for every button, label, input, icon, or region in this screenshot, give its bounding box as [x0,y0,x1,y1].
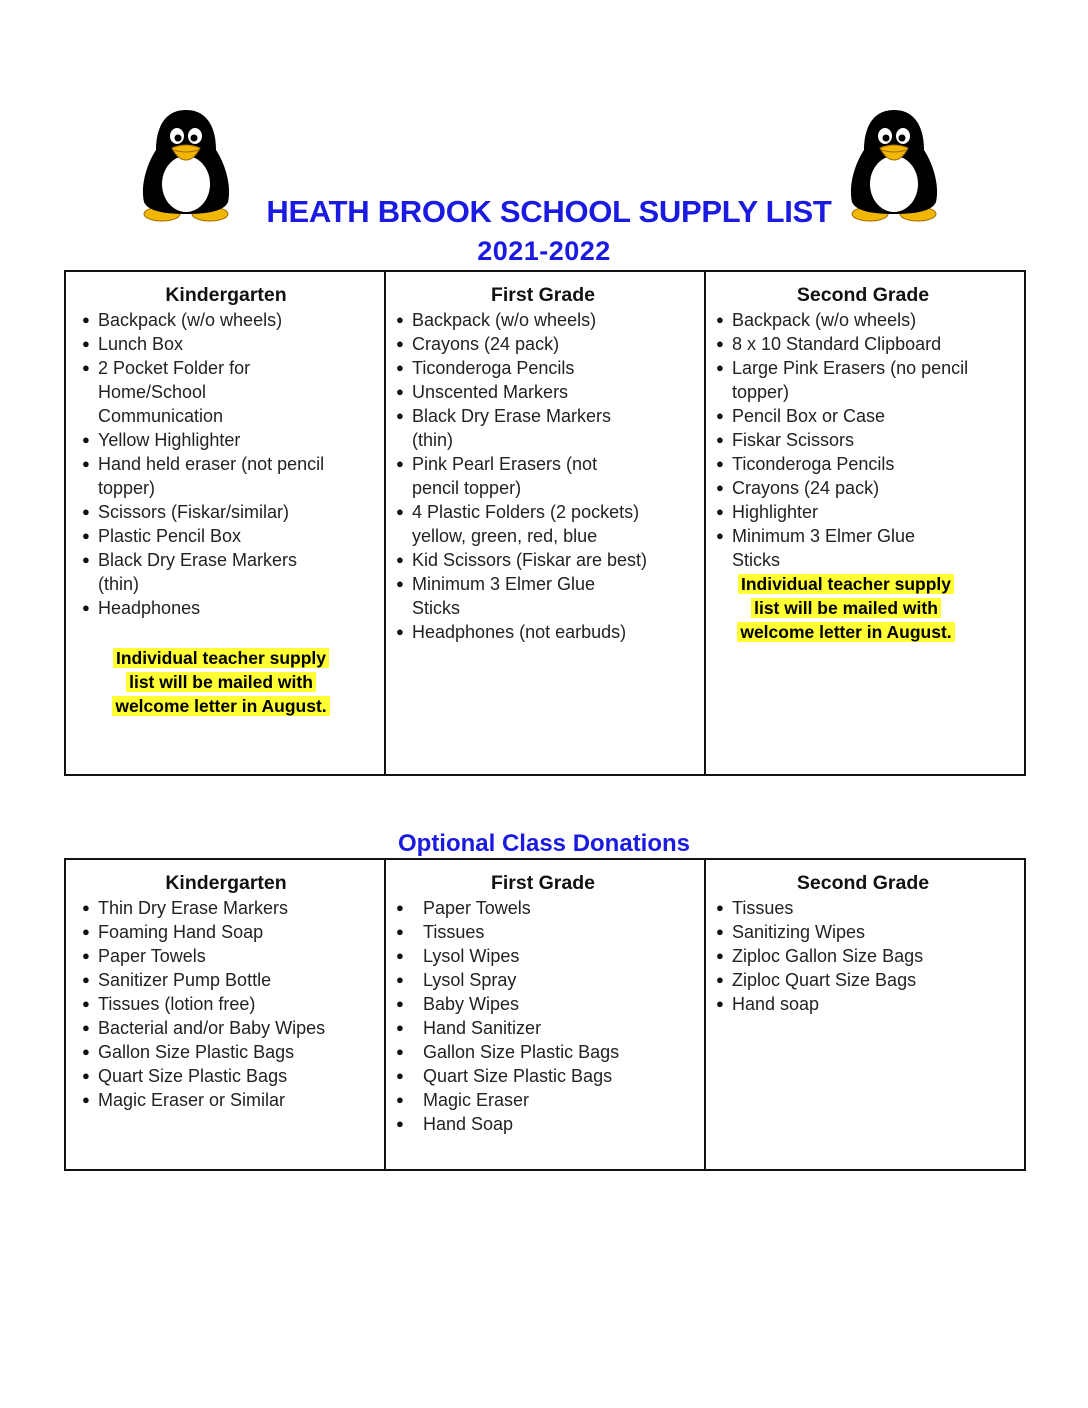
list-item: ● Hand held eraser (not pencil topper) [82,452,370,500]
list-item: ● Headphones [82,596,370,620]
second-grade-donations-cell [705,859,1025,1170]
donation-items [716,896,1010,1016]
list-item: ● Backpack (w/o wheels) [716,308,1010,332]
list-item: ● Sanitizer Pump Bottle [82,968,370,992]
list-item: ● Ziploc Gallon Size Bags [716,944,1010,968]
teacher-supply-note [716,572,1010,644]
list-item: ● Paper Towels [82,944,370,968]
list-item: ● Hand Sanitizer [396,1016,690,1040]
list-item: ● Ticonderoga Pencils [716,452,1010,476]
first-grade-donations-cell [385,859,705,1170]
note-line: welcome letter in August. [737,622,954,642]
column-heading: Second Grade [796,872,930,894]
page-title: HEATH BROOK SCHOOL SUPPLY LIST [266,194,832,229]
list-item: ● Magic Eraser or Similar [82,1088,370,1112]
list-item: ● Black Dry Erase Markers (thin) [82,548,370,596]
list-item: ● Paper Towels [396,896,690,920]
list-item: ● Unscented Markers [396,380,690,404]
list-item: ● 2 Pocket Folder for Home/School Communication [82,356,370,428]
list-item: ● Headphones (not earbuds) [396,620,690,644]
list-item: ● Hand Soap [396,1112,690,1136]
list-item: ● 4 Plastic Folders (2 pockets) yellow, green, red, blue [396,500,690,548]
list-item: ● Baby Wipes [396,992,690,1016]
list-item: ● Bacterial and/or Baby Wipes [82,1016,370,1040]
list-item: ● Ziploc Quart Size Bags [716,968,1010,992]
donations-title: Optional Class Donations [397,830,691,857]
column-heading: Second Grade [796,284,930,306]
list-item: ● Minimum 3 Elmer Glue Sticks [396,572,690,620]
list-item: ● Lysol Wipes [396,944,690,968]
column-heading: Kindergarten [165,872,287,894]
list-item: ● 8 x 10 Standard Clipboard [716,332,1010,356]
list-item: ● Kid Scissors (Fiskar are best) [396,548,690,572]
list-item: ● Lysol Spray [396,968,690,992]
list-item: ● Crayons (24 pack) [716,476,1010,500]
note-line: list will be mailed with [751,598,941,618]
supply-items [396,308,690,644]
note-line: Individual teacher supply [113,648,329,668]
list-item: ● Backpack (w/o wheels) [396,308,690,332]
list-item: ● Ticonderoga Pencils [396,356,690,380]
note-line: Individual teacher supply [738,574,954,594]
list-item: ● Magic Eraser [396,1088,690,1112]
list-item: ● Hand soap [716,992,1010,1016]
list-item: ● Pencil Box or Case [716,404,1010,428]
column-heading: Kindergarten [165,284,287,306]
list-item: ● Thin Dry Erase Markers [82,896,370,920]
list-item: ● Tissues (lotion free) [82,992,370,1016]
list-item: ● Black Dry Erase Markers (thin) [396,404,690,452]
kindergarten-donations-cell [65,859,385,1170]
list-item: ● Tissues [716,896,1010,920]
teacher-supply-note [82,646,370,718]
note-line: welcome letter in August. [112,696,329,716]
list-item: ● Quart Size Plastic Bags [82,1064,370,1088]
list-item: ● Foaming Hand Soap [82,920,370,944]
list-item: ● Tissues [396,920,690,944]
list-item: ● Crayons (24 pack) [396,332,690,356]
column-heading: First Grade [490,284,596,306]
list-item: ● Backpack (w/o wheels) [82,308,370,332]
note-line: list will be mailed with [126,672,316,692]
second-grade-supplies-cell [705,271,1025,775]
supply-items [82,308,370,620]
donations-table [64,858,1026,1171]
list-item: ● Pink Pearl Erasers (not pencil topper) [396,452,690,500]
supply-list-table [64,270,1026,776]
supply-items [716,308,1010,572]
first-grade-supplies-cell [385,271,705,775]
list-item: ● Quart Size Plastic Bags [396,1064,690,1088]
school-year: 2021-2022 [477,236,611,266]
list-item: ● Lunch Box [82,332,370,356]
list-item: ● Highlighter [716,500,1010,524]
kindergarten-supplies-cell [65,271,385,775]
donation-items [82,896,370,1112]
list-item: ● Sanitizing Wipes [716,920,1010,944]
list-item: ● Large Pink Erasers (no pencil topper) [716,356,1010,404]
list-item: ● Gallon Size Plastic Bags [396,1040,690,1064]
list-item: ● Yellow Highlighter [82,428,370,452]
list-item: ● Gallon Size Plastic Bags [82,1040,370,1064]
donation-items [396,896,690,1136]
list-item: ● Scissors (Fiskar/similar) [82,500,370,524]
list-item: ● Minimum 3 Elmer Glue Sticks [716,524,1010,572]
list-item: ● Plastic Pencil Box [82,524,370,548]
list-item: ● Fiskar Scissors [716,428,1010,452]
column-heading: First Grade [490,872,596,894]
